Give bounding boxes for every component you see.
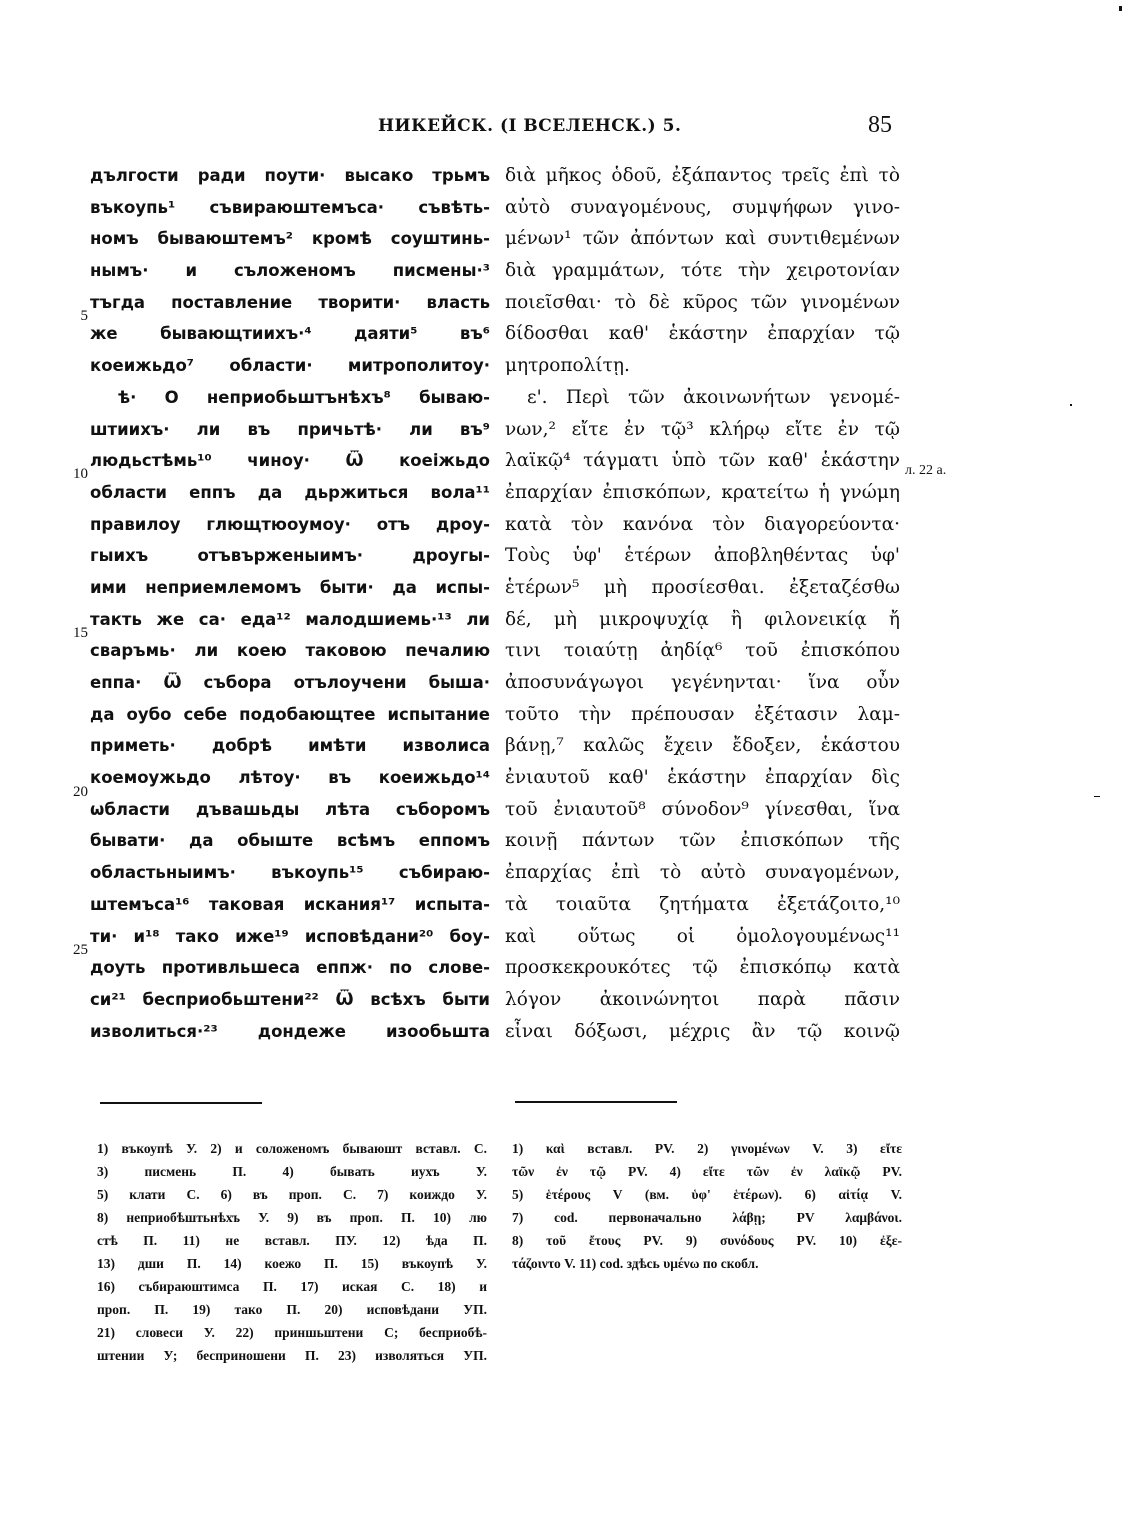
text-line: ἀποσυνάγωγοι γεγένηνται· ἵνα οὖν [505, 672, 900, 693]
text-line: τὰ τοιαῦτα ζητήματα ἐξετάζοιτο,¹⁰ [505, 893, 900, 915]
footnote-rule-right [515, 1101, 677, 1103]
running-title: НИКЕЙСК. (I ВСЕЛЕНСК.) 5. [378, 116, 682, 136]
text-line: областьныимъ· въкоупь¹⁵ събираю- [90, 863, 490, 883]
text-line: ἐπαρχίαν ἐπισκόπων, κρατείτω ἡ γνώμη [505, 481, 900, 503]
folio-margin-note: л. 22 а. [905, 463, 947, 478]
text-line: λαϊκῷ⁴ τάγματι ὑπὸ τῶν καθ' ἑκάστην [505, 450, 900, 472]
footnote-line: 13) дши П. 14) коежо П. 15) въкоупѣ У. [97, 1256, 487, 1271]
text-line: τοῦ ἐνιαυτοῦ⁸ σύνοδον⁹ γίνεσθαι, ἵνα [505, 798, 900, 820]
text-line: αὐτὸ συναγομένους, συμψήφων γινο- [505, 196, 900, 218]
text-line: καὶ οὕτως οἱ ὁμολογουμένως¹¹ [505, 925, 900, 947]
text-line: ποιεῖσθαι· τὸ δὲ κῦρος τῶν γινομένων [505, 291, 900, 313]
footnote-line: 8) τοῦ ἔτους PV. 9) συνόδους PV. 10) ἐξε- [512, 1233, 902, 1248]
text-line: да оубо себе подобающтее испытание [90, 704, 490, 724]
scan-speck [1070, 404, 1072, 406]
page-number: 85 [868, 112, 892, 138]
text-line: еппа· Ѿ събора отълоучени быша· [90, 673, 490, 692]
text-line: же бывающтиихъ·⁴ даяти⁵ въ⁶ [90, 324, 490, 344]
text-line: бывати· да обыште всѣмъ еппомъ [90, 831, 490, 851]
footnote-line: 5) клати С. 6) въ проп. С. 7) коиждо У. [97, 1187, 487, 1202]
text-line: νων,² εἴτε ἐν τῷ³ κλήρῳ εἴτε ἐν τῷ [505, 418, 900, 440]
text-line: доуть противльшеса еппж· по слове- [90, 958, 490, 978]
text-line: дългости ради поути· высако трьмъ [90, 166, 490, 185]
footnote-line: 3) писмень П. 4) бывать иухъ У. [97, 1164, 487, 1179]
text-line: κατὰ τὸν κανόνα τὸν διαγορεύοντα· [505, 513, 900, 535]
text-line: ἑτέρων⁵ μὴ προσίεσθαι. ἐξεταζέσθω [505, 576, 900, 598]
text-line: τοῦτο τὴν πρέπουσαν ἐξέτασιν λαμ- [505, 703, 900, 725]
text-line: ε'. Περὶ τῶν ἀκοινωνήτων γενομέ- [527, 386, 900, 408]
text-line: нымъ· и съложеномъ писмены·³ [90, 261, 490, 281]
line-number: 20 [73, 784, 88, 800]
text-line: такть же са· еда¹² малодшиемь·¹³ ли [90, 609, 490, 629]
text-line: διὰ μῆκος ὁδοῦ, ἐξάπαντος τρεῖς ἐπὶ τὸ [505, 165, 900, 186]
text-line: δέ, μὴ μικροψυχίᾳ ἢ φιλονεικίᾳ ἤ [505, 608, 900, 630]
text-line: βάνῃ,⁷ καλῶς ἔχειν ἔδοξεν, ἑκάστου [505, 735, 900, 757]
text-line: изволиться·²³ дондеже изообьшта [90, 1021, 490, 1041]
text-line: εἶναι δόξωσι, μέχρις ἂν τῷ κοινῷ [505, 1020, 900, 1042]
footnote-line: τῶν ἐν τῷ PV. 4) εἴτε τῶν ἐν λαϊκῷ PV. [512, 1164, 902, 1179]
text-line: ими неприемлемомъ быти· да испы- [90, 577, 490, 597]
scan-speck [1094, 796, 1100, 797]
footnotes-slavonic [97, 1137, 487, 1367]
text-line: номъ бываюштемъ² кромѣ соуштинь- [90, 229, 490, 249]
text-line: ἐνιαυτοῦ καθ' ἑκάστην ἐπαρχίαν δὶς [505, 767, 900, 789]
text-line: коемоужьдо лѣтоу· въ коеижьдо¹⁴ [90, 768, 490, 788]
text-line: тъгда поставление творити· власть [90, 292, 490, 312]
slavonic-text-column [90, 160, 490, 1047]
text-line: гыихъ отъвърженыимъ· дроугы- [90, 546, 490, 566]
text-line: правилоу глющтюоумоу· отъ дроу- [90, 514, 490, 534]
footnote-line: 5) ἑτέρους V (вм. ὑφ' ἑτέρων). 6) αἰτίᾳ V. [512, 1187, 902, 1202]
text-line: προσκεκρουκότες τῷ ἐπισκόπῳ κατὰ [505, 957, 900, 979]
footnote-rule-left [100, 1102, 262, 1104]
footnote-line: проп. П. 19) тако П. 20) исповѣдани УП. [97, 1302, 487, 1317]
greek-text-column [505, 160, 900, 1047]
line-number: 10 [73, 466, 88, 482]
text-line: Τοὺς ὑφ' ἑτέρων ἀποβληθέντας ὑφ' [505, 545, 900, 567]
line-number: 15 [73, 625, 88, 641]
line-number: 25 [73, 942, 88, 958]
footnote-line: 21) словеси У. 22) приншьштени С; бесприобѣ- [97, 1325, 487, 1340]
footnote-line: 16) събираюштимса П. 17) иская С. 18) и [97, 1279, 487, 1294]
text-line: си²¹ бесприобьштени²² Ѿ всѣхъ быти [90, 989, 490, 1009]
text-line: ѡбласти дъвашьды лѣта съборомъ [90, 799, 490, 819]
text-line: μένων¹ τῶν ἀπόντων καὶ συντιθεμένων [505, 228, 900, 250]
page-header [0, 112, 1140, 142]
text-line: сваръмь· ли коею таковою печалию [90, 641, 490, 661]
text-line: ѣ· О неприобьштънѣхъ⁸ бываю- [118, 387, 490, 407]
footnote-line: 8) неприобѣштьнѣхъ У. 9) въ проп. П. 10) лю [97, 1210, 487, 1225]
text-line: δίδοσθαι καθ' ἑκάστην ἐπαρχίαν τῷ [505, 323, 900, 345]
text-line: приметь· добрѣ имѣти изволиса [90, 736, 490, 756]
footnote-line: 7) cod. первоначально λάβῃ; PV λαμβάνοι. [512, 1210, 902, 1225]
text-line: штиихъ· ли въ причьтѣ· ли въ⁹ [90, 419, 490, 439]
text-line: въкоупь¹ съвираюштемъса· съвѣть- [90, 197, 490, 217]
text-line: людьстѣмь¹⁰ чиноу· Ѿ коеіжьдо [90, 451, 490, 471]
line-number: 5 [80, 308, 88, 324]
text-line: ти· и¹⁸ тако иже¹⁹ исповѣдани²⁰ боу- [90, 926, 490, 946]
footnote-line: стѣ П. 11) не вставл. ПУ. 12) ѣда П. [97, 1233, 487, 1248]
text-line: коеижьдо⁷ области· митрополитоу· [90, 356, 490, 376]
footnote-line: 1) καὶ вставл. PV. 2) γινομένων V. 3) εἴτε [512, 1141, 902, 1156]
footnote-line: штении У; бесприношени П. 23) изволяться УП. [97, 1348, 487, 1363]
text-line: διὰ γραμμάτων, τότε τὴν χειροτονίαν [505, 260, 900, 282]
text-line: κοινῇ πάντων τῶν ἐπισκόπων τῆς [505, 830, 900, 852]
text-line: ἐπαρχίας ἐπὶ τὸ αὐτὸ συναγομένων, [505, 862, 900, 884]
text-line: штемъса¹⁶ таковая искания¹⁷ испыта- [90, 894, 490, 914]
text-line: τινι τοιαύτῃ ἀηδίᾳ⁶ τοῦ ἐπισκόπου [505, 640, 900, 662]
footnotes-greek [512, 1137, 902, 1275]
scan-speck [1119, 6, 1122, 11]
text-line: λόγον ἀκοινώνητοι παρὰ πᾶσιν [505, 988, 900, 1010]
footnote-line: τάζοιντο V. 11) cod. здѣсь υμένω по скобл. [512, 1256, 759, 1271]
text-line: области еппъ да дьржиться вола¹¹ [90, 482, 490, 502]
text-line: μητροπολίτῃ. [505, 355, 630, 377]
footnote-line: 1) въкоупѣ У. 2) и соложеномъ бываюшт вставл. С. [97, 1141, 487, 1156]
